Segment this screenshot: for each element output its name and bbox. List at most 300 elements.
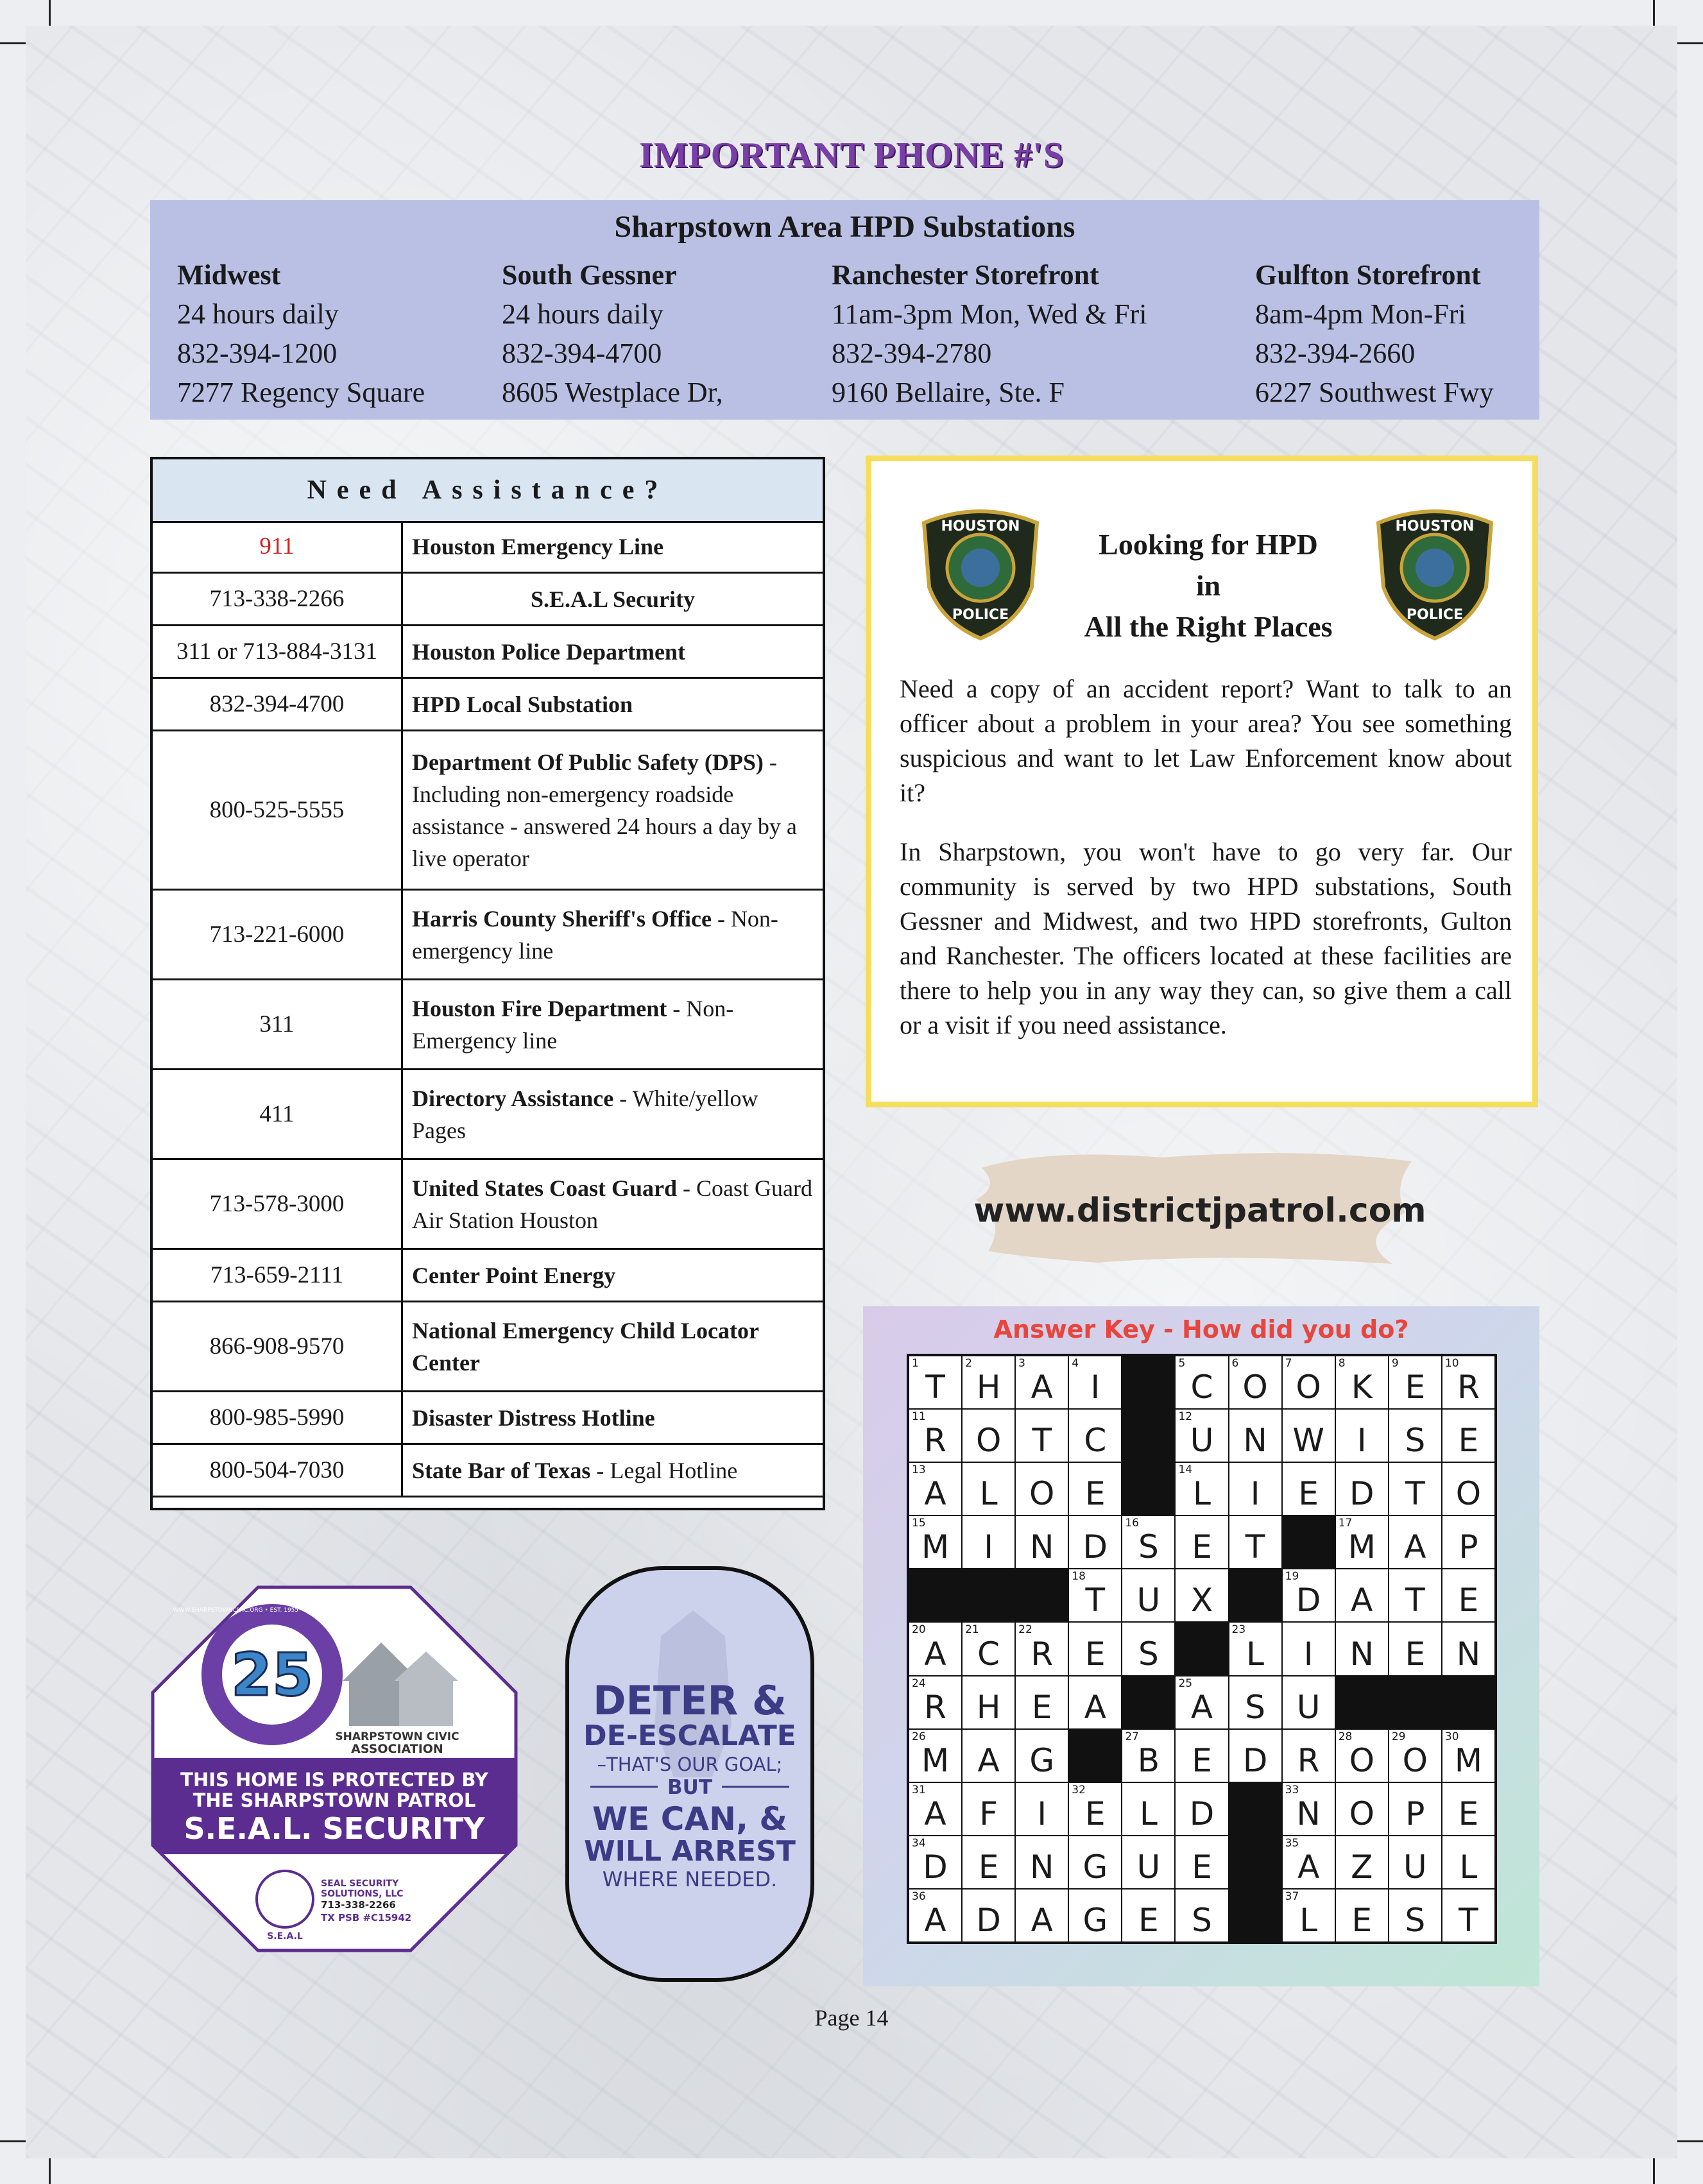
crossword-letter: C bbox=[1084, 1422, 1107, 1460]
substation-name: Ranchester Storefront bbox=[832, 259, 1099, 291]
crossword-cell bbox=[1283, 1463, 1335, 1515]
crossword-letter: U bbox=[1190, 1422, 1214, 1460]
crossword-letter: O bbox=[1402, 1741, 1428, 1779]
crossword-cell bbox=[1016, 1890, 1068, 1941]
crossword-letter: R bbox=[1457, 1369, 1480, 1406]
crossword-letter: T bbox=[1245, 1528, 1265, 1566]
crossword-letter: F bbox=[979, 1795, 998, 1832]
assistance-description bbox=[412, 891, 814, 978]
crossword-cell bbox=[1442, 1890, 1494, 1941]
substation-address: 8605 Westplace Dr, bbox=[502, 377, 723, 408]
crossword-block bbox=[1442, 1676, 1494, 1728]
hpd-paragraph: In Sharpstown, you won't have to go very far. Our community is served by two HPD substations, South Gessner and Midwest, and two HPD storefronts, Gulton and Ranchester. The officers located at these facilities are there to help you in any way they can, so give them a call or a visit if you need assistance. bbox=[900, 837, 1512, 1039]
crossword-letter: L bbox=[979, 1475, 998, 1513]
crossword-letter: S bbox=[1138, 1528, 1159, 1566]
assistance-note: - White/yellow Pages bbox=[412, 1085, 758, 1143]
crossword-cell bbox=[1122, 1836, 1174, 1888]
crossword-cell bbox=[1389, 1623, 1441, 1675]
civic-org-line1: SHARPSTOWN CIVIC bbox=[335, 1730, 459, 1743]
crossword-block bbox=[1122, 1356, 1174, 1408]
assistance-row bbox=[153, 1302, 823, 1392]
crossword-cell bbox=[1176, 1463, 1228, 1515]
assistance-number: 800-504-7030 bbox=[153, 1445, 403, 1496]
crossword-cell bbox=[1442, 1410, 1494, 1462]
crossword-cell bbox=[1389, 1836, 1441, 1888]
crossword-letter: M bbox=[1454, 1741, 1483, 1779]
crossword-letter: T bbox=[1032, 1422, 1052, 1460]
crossword-letter: A bbox=[924, 1795, 946, 1832]
crossword-clue-number: 17 bbox=[1338, 1517, 1353, 1530]
crossword-letter: M bbox=[921, 1528, 950, 1566]
substation-address: 9160 Bellaire, Ste. F bbox=[832, 377, 1065, 408]
assistance-description bbox=[412, 574, 814, 624]
crossword-letter: S bbox=[1405, 1902, 1426, 1939]
crossword-cell bbox=[1336, 1356, 1388, 1408]
crossword-cell bbox=[1122, 1516, 1174, 1568]
crossword-letter: S bbox=[1245, 1688, 1265, 1726]
crossword-cell bbox=[1176, 1836, 1228, 1888]
crossword-cell bbox=[963, 1676, 1014, 1728]
crossword-cell bbox=[1229, 1516, 1281, 1568]
crossword-cell bbox=[1336, 1730, 1388, 1782]
badge-top-text: HOUSTON bbox=[941, 518, 1020, 534]
crossword-letter: A bbox=[1297, 1848, 1320, 1886]
crossword-cell bbox=[1389, 1410, 1441, 1462]
crossword-clue-number: 34 bbox=[912, 1836, 926, 1850]
crossword-clue-number: 26 bbox=[912, 1730, 926, 1743]
assistance-row bbox=[153, 731, 823, 891]
substations-panel bbox=[150, 200, 1539, 420]
crossword-letter: I bbox=[1250, 1475, 1260, 1513]
assistance-note: - Coast Guard Air Station Houston bbox=[412, 1175, 812, 1233]
crossword-letter: N bbox=[1243, 1422, 1267, 1460]
crossword-clue-number: 16 bbox=[1125, 1517, 1139, 1530]
crossword-letter: D bbox=[1296, 1582, 1321, 1619]
crossword-cell bbox=[963, 1516, 1014, 1568]
assistance-description bbox=[412, 1160, 814, 1248]
crossword-cell bbox=[1283, 1623, 1335, 1675]
crossword-cell bbox=[1442, 1783, 1494, 1835]
crop-mark bbox=[1653, 0, 1655, 26]
crossword-block bbox=[1069, 1730, 1121, 1782]
crossword-letter: T bbox=[1459, 1902, 1478, 1939]
assistance-note: - Non-Emergency line bbox=[412, 995, 734, 1054]
crossword-clue-number: 5 bbox=[1178, 1357, 1186, 1370]
crossword-cell bbox=[1442, 1836, 1494, 1888]
crop-mark bbox=[1653, 2158, 1655, 2184]
crossword-cell bbox=[963, 1463, 1014, 1515]
assistance-row bbox=[153, 1250, 823, 1302]
assistance-name: HPD Local Substation bbox=[412, 691, 633, 717]
page-title: IMPORTANT PHONE #'S bbox=[638, 135, 1065, 175]
assistance-number: 311 bbox=[153, 980, 403, 1068]
assistance-table bbox=[150, 457, 825, 1510]
assistance-name: Department Of Public Safety (DPS) bbox=[412, 749, 764, 775]
assistance-description bbox=[412, 1250, 814, 1301]
crossword-cell bbox=[909, 1783, 961, 1835]
badge-bottom-text: POLICE bbox=[1406, 607, 1464, 623]
crossword-letter: D bbox=[976, 1902, 1001, 1939]
crossword-letter: O bbox=[975, 1422, 1002, 1460]
crossword-clue-number: 4 bbox=[1072, 1357, 1079, 1370]
crossword-cell bbox=[1389, 1463, 1441, 1515]
crossword-cell bbox=[1283, 1569, 1335, 1621]
assistance-note: - Legal Hotline bbox=[590, 1457, 738, 1483]
assistance-description bbox=[412, 521, 814, 572]
crossword-cell bbox=[1336, 1410, 1388, 1462]
crossword-clue-number: 8 bbox=[1338, 1357, 1346, 1370]
assistance-number: 800-985-5990 bbox=[153, 1392, 403, 1443]
crossword-cell bbox=[1283, 1783, 1335, 1835]
crossword-cell bbox=[909, 1463, 961, 1515]
assistance-number: 411 bbox=[153, 1070, 403, 1158]
crossword-cell bbox=[963, 1836, 1014, 1888]
substation-address: 6227 Southwest Fwy bbox=[1255, 377, 1494, 408]
deter-line4: BUT bbox=[667, 1776, 712, 1799]
crossword-clue-number: 19 bbox=[1285, 1570, 1299, 1583]
badge-top-text: HOUSTON bbox=[1395, 518, 1475, 534]
crossword-letter: G bbox=[1083, 1848, 1108, 1886]
crossword-letter: C bbox=[1190, 1369, 1213, 1406]
crossword-clue-number: 35 bbox=[1285, 1836, 1299, 1850]
crossword-cell bbox=[1069, 1890, 1121, 1941]
assistance-description bbox=[412, 1302, 814, 1390]
crossword-block bbox=[1283, 1516, 1335, 1568]
crossword-cell bbox=[1229, 1356, 1281, 1408]
crossword-cell bbox=[909, 1516, 961, 1568]
substation-phone: 832-394-1200 bbox=[177, 337, 338, 369]
crossword-letter: H bbox=[976, 1369, 1001, 1406]
assistance-number: 713-338-2266 bbox=[153, 574, 403, 624]
substation-column bbox=[177, 255, 425, 412]
crossword-letter: E bbox=[1405, 1369, 1426, 1406]
crossword-block bbox=[1389, 1676, 1441, 1728]
crossword-cell bbox=[1336, 1890, 1388, 1941]
anniversary-number: 25 bbox=[230, 1641, 314, 1709]
crossword-letter: B bbox=[1137, 1741, 1160, 1779]
crossword-clue-number: 12 bbox=[1178, 1410, 1193, 1424]
crossword-cell bbox=[1016, 1730, 1068, 1782]
crossword-clue-number: 22 bbox=[1018, 1623, 1032, 1637]
crossword-cell bbox=[1016, 1463, 1068, 1515]
crossword-panel bbox=[863, 1306, 1539, 1986]
crossword-block bbox=[1016, 1569, 1068, 1621]
crossword-grid bbox=[907, 1354, 1497, 1944]
crossword-cell bbox=[1336, 1623, 1388, 1675]
assistance-description bbox=[412, 980, 814, 1068]
substation-hours: 11am-3pm Mon, Wed & Fri bbox=[832, 298, 1147, 330]
crop-mark bbox=[1677, 42, 1703, 44]
assistance-name: Houston Fire Department bbox=[412, 995, 667, 1021]
crossword-letter: A bbox=[924, 1475, 946, 1513]
crossword-cell bbox=[909, 1890, 961, 1941]
assistance-row bbox=[153, 891, 823, 980]
crossword-letter: E bbox=[1192, 1848, 1212, 1886]
assistance-row bbox=[153, 679, 823, 731]
substation-hours: 24 hours daily bbox=[177, 298, 339, 330]
hpd-info-box bbox=[866, 456, 1538, 1107]
crossword-letter: H bbox=[976, 1688, 1001, 1726]
substation-column bbox=[502, 255, 723, 412]
crossword-letter: K bbox=[1351, 1369, 1373, 1406]
crossword-cell bbox=[1336, 1463, 1388, 1515]
crossword-letter: U bbox=[1136, 1848, 1161, 1886]
crossword-block bbox=[1122, 1463, 1174, 1515]
crossword-letter: E bbox=[1405, 1635, 1426, 1673]
hpd-title-line: Looking for HPD bbox=[1099, 528, 1318, 561]
crossword-letter: L bbox=[1246, 1635, 1264, 1673]
assistance-row bbox=[153, 521, 823, 574]
assistance-name: Directory Assistance bbox=[412, 1085, 614, 1111]
crossword-block bbox=[963, 1569, 1014, 1621]
seal-logo-text: S.E.A.L bbox=[267, 1931, 303, 1941]
crossword-cell bbox=[1176, 1676, 1228, 1728]
crossword-cell bbox=[1176, 1410, 1228, 1462]
crossword-letter: N bbox=[1349, 1635, 1374, 1673]
crossword-letter: W bbox=[1292, 1422, 1324, 1460]
crossword-letter: D bbox=[1083, 1528, 1108, 1566]
deter-line2: DE-ESCALATE bbox=[583, 1719, 796, 1752]
crossword-letter: A bbox=[1031, 1902, 1053, 1939]
crossword-cell bbox=[963, 1623, 1014, 1675]
crossword-cell bbox=[1229, 1623, 1281, 1675]
crossword-cell bbox=[1389, 1516, 1441, 1568]
crossword-block bbox=[1229, 1783, 1281, 1835]
crossword-cell bbox=[1122, 1890, 1174, 1941]
crossword-clue-number: 14 bbox=[1178, 1463, 1193, 1477]
crossword-cell bbox=[1283, 1676, 1335, 1728]
crossword-clue-number: 20 bbox=[912, 1623, 926, 1637]
crossword-letter: S bbox=[1138, 1635, 1159, 1673]
crossword-cell bbox=[909, 1730, 961, 1782]
badge-bottom-text: POLICE bbox=[952, 607, 1009, 623]
assistance-row bbox=[153, 1392, 823, 1445]
assistance-row bbox=[153, 574, 823, 626]
crossword-letter: D bbox=[1349, 1475, 1374, 1513]
deter-line1: DETER & bbox=[593, 1677, 787, 1724]
crossword-letter: L bbox=[1299, 1902, 1318, 1939]
crossword-letter: E bbox=[978, 1848, 999, 1886]
hpd-title-line: in bbox=[1195, 569, 1221, 602]
crossword-cell bbox=[1176, 1730, 1228, 1782]
website-link[interactable]: www.districtjpatrol.com bbox=[973, 1191, 1426, 1230]
assistance-name: Center Point Energy bbox=[412, 1262, 616, 1288]
sticker-ring-text: WWW.SHARPSTOWNCIVIC.ORG • EST. 1955 • DUES PAYING MEMBER bbox=[173, 1607, 372, 1614]
crossword-letter: U bbox=[1403, 1848, 1427, 1886]
assistance-heading: Need Assistance? bbox=[153, 459, 823, 523]
crossword-clue-number: 21 bbox=[965, 1623, 979, 1637]
crossword-cell bbox=[963, 1356, 1014, 1408]
crossword-clue-number: 36 bbox=[912, 1890, 926, 1903]
civic-org-line2: ASSOCIATION bbox=[351, 1742, 443, 1756]
crossword-letter: E bbox=[1192, 1528, 1212, 1566]
crossword-letter: M bbox=[1348, 1528, 1376, 1566]
crossword-letter: G bbox=[1083, 1902, 1108, 1939]
substation-phone: 832-394-4700 bbox=[502, 337, 662, 369]
deter-line6: WILL ARREST bbox=[584, 1835, 796, 1868]
deter-escalate-sign bbox=[565, 1565, 815, 1983]
crop-mark bbox=[0, 42, 26, 44]
seal-security-sticker bbox=[150, 1585, 518, 1953]
assistance-name: Disaster Distress Hotline bbox=[412, 1404, 655, 1431]
crossword-letter: E bbox=[1085, 1635, 1106, 1673]
crossword-letter: A bbox=[924, 1635, 946, 1673]
crossword-clue-number: 3 bbox=[1018, 1357, 1025, 1370]
crossword-letter: Z bbox=[1351, 1848, 1373, 1886]
substation-hours: 24 hours daily bbox=[502, 298, 663, 330]
crossword-cell bbox=[963, 1730, 1014, 1782]
crossword-block bbox=[1229, 1569, 1281, 1621]
crossword-letter: O bbox=[1029, 1475, 1055, 1513]
crossword-cell bbox=[909, 1676, 961, 1728]
crop-mark bbox=[49, 0, 51, 26]
crossword-letter: D bbox=[1242, 1741, 1268, 1779]
crossword-clue-number: 30 bbox=[1444, 1730, 1459, 1743]
crossword-cell bbox=[1336, 1783, 1388, 1835]
crossword-letter: A bbox=[1190, 1688, 1213, 1726]
crossword-letter: E bbox=[1031, 1688, 1052, 1726]
deter-line7: WHERE NEEDED. bbox=[602, 1867, 778, 1891]
crossword-cell bbox=[1176, 1783, 1228, 1835]
assistance-number: 311 or 713-884-3131 bbox=[153, 626, 403, 677]
crossword-clue-number: 31 bbox=[912, 1783, 926, 1796]
substation-name: South Gessner bbox=[502, 259, 677, 291]
crossword-cell bbox=[1069, 1410, 1121, 1462]
assistance-description bbox=[412, 731, 814, 889]
crossword-cell bbox=[1283, 1890, 1335, 1941]
assistance-description bbox=[412, 1445, 814, 1496]
assistance-number: 866-908-9570 bbox=[153, 1302, 403, 1390]
crossword-cell bbox=[1229, 1463, 1281, 1515]
crossword-clue-number: 2 bbox=[965, 1357, 972, 1370]
crossword-letter: I bbox=[1303, 1635, 1314, 1673]
crossword-cell bbox=[1176, 1356, 1228, 1408]
crossword-letter: P bbox=[1405, 1795, 1425, 1832]
assistance-row bbox=[153, 1160, 823, 1250]
crossword-letter: R bbox=[1297, 1741, 1320, 1779]
crossword-letter: U bbox=[1296, 1688, 1321, 1726]
crossword-letter: A bbox=[924, 1902, 946, 1939]
assistance-name: National Emergency Child Locator Center bbox=[412, 1317, 759, 1376]
crossword-letter: L bbox=[1139, 1795, 1158, 1832]
assistance-name: Houston Emergency Line bbox=[412, 533, 663, 559]
crossword-cell bbox=[1442, 1730, 1494, 1782]
crossword-clue-number: 24 bbox=[912, 1676, 926, 1690]
assistance-number: 713-659-2111 bbox=[153, 1250, 403, 1301]
assistance-name: State Bar of Texas bbox=[412, 1457, 591, 1483]
crossword-clue-number: 15 bbox=[912, 1517, 926, 1530]
assistance-description bbox=[412, 1392, 814, 1443]
crossword-clue-number: 18 bbox=[1072, 1570, 1086, 1583]
substation-column bbox=[1255, 255, 1494, 412]
police-badge-icon bbox=[916, 504, 1045, 641]
crossword-cell bbox=[1016, 1623, 1068, 1675]
crop-mark bbox=[49, 2158, 51, 2184]
crossword-letter: P bbox=[1459, 1528, 1478, 1566]
crossword-letter: A bbox=[1084, 1688, 1106, 1726]
crossword-letter: E bbox=[1085, 1795, 1106, 1832]
crossword-cell bbox=[1069, 1836, 1121, 1888]
deter-line3: –THAT'S OUR GOAL; bbox=[597, 1753, 783, 1775]
crossword-cell bbox=[1283, 1730, 1335, 1782]
crossword-cell bbox=[1229, 1410, 1281, 1462]
crossword-cell bbox=[1016, 1836, 1068, 1888]
crossword-letter: L bbox=[1193, 1475, 1211, 1513]
crossword-letter: E bbox=[1085, 1475, 1106, 1513]
assistance-name: S.E.A.L Security bbox=[530, 586, 696, 612]
crossword-cell bbox=[1336, 1836, 1388, 1888]
crossword-cell bbox=[1069, 1783, 1121, 1835]
crossword-cell bbox=[1016, 1410, 1068, 1462]
crossword-letter: N bbox=[1030, 1528, 1054, 1566]
crossword-clue-number: 13 bbox=[912, 1463, 926, 1477]
crossword-cell bbox=[909, 1356, 961, 1408]
crossword-letter: T bbox=[925, 1369, 945, 1406]
crossword-clue-number: 6 bbox=[1231, 1357, 1239, 1370]
substation-phone: 832-394-2780 bbox=[832, 337, 992, 369]
crossword-letter: E bbox=[1192, 1741, 1212, 1779]
crossword-letter: I bbox=[1090, 1369, 1100, 1406]
crossword-letter: T bbox=[1405, 1582, 1425, 1619]
crossword-block bbox=[1176, 1623, 1228, 1675]
crossword-cell bbox=[1122, 1623, 1174, 1675]
assistance-number: 713-578-3000 bbox=[153, 1160, 403, 1248]
crossword-letter: E bbox=[1298, 1475, 1319, 1513]
crossword-letter: E bbox=[1458, 1582, 1479, 1619]
crossword-letter: A bbox=[1031, 1369, 1053, 1406]
crossword-cell bbox=[1442, 1463, 1494, 1515]
crossword-letter: N bbox=[1456, 1635, 1481, 1673]
hpd-paragraph: Need a copy of an accident report? Want to talk to an officer about a problem in your area? You see something suspicious and want to let Law Enforcement know about it? bbox=[900, 674, 1512, 807]
crossword-cell bbox=[1069, 1676, 1121, 1728]
crossword-cell bbox=[1389, 1890, 1441, 1941]
crossword-letter: D bbox=[1189, 1795, 1215, 1832]
crossword-cell bbox=[1229, 1730, 1281, 1782]
crossword-clue-number: 1 bbox=[912, 1357, 919, 1370]
crossword-letter: A bbox=[977, 1741, 1000, 1779]
hpd-box-title bbox=[1064, 524, 1353, 647]
crossword-cell bbox=[1442, 1356, 1494, 1408]
crossword-cell bbox=[963, 1783, 1014, 1835]
crossword-clue-number: 9 bbox=[1391, 1357, 1399, 1370]
crossword-cell bbox=[1016, 1516, 1068, 1568]
crossword-letter: O bbox=[1349, 1795, 1374, 1832]
crossword-cell bbox=[1016, 1783, 1068, 1835]
crossword-cell bbox=[909, 1836, 961, 1888]
crossword-clue-number: 33 bbox=[1285, 1783, 1299, 1796]
crossword-clue-number: 11 bbox=[912, 1410, 926, 1424]
crossword-letter: G bbox=[1029, 1741, 1055, 1779]
crossword-cell bbox=[1122, 1569, 1174, 1621]
crossword-block bbox=[1229, 1890, 1281, 1941]
crossword-letter: T bbox=[1405, 1475, 1425, 1513]
crossword-letter: R bbox=[1031, 1635, 1054, 1673]
crossword-clue-number: 23 bbox=[1231, 1623, 1246, 1637]
crossword-cell bbox=[963, 1890, 1014, 1941]
company-line2: SOLUTIONS, LLC bbox=[321, 1889, 404, 1899]
banner-line3: S.E.A.L. SECURITY bbox=[184, 1811, 485, 1846]
crossword-cell bbox=[1122, 1783, 1174, 1835]
assistance-name: Harris County Sheriff's Office bbox=[412, 905, 712, 932]
crossword-cell bbox=[909, 1410, 961, 1462]
crossword-cell bbox=[1069, 1356, 1121, 1408]
crossword-clue-number: 25 bbox=[1178, 1676, 1193, 1690]
crossword-letter: D bbox=[923, 1848, 948, 1886]
crossword-title: Answer Key - How did you do? bbox=[993, 1315, 1409, 1344]
assistance-name: Houston Police Department bbox=[412, 638, 685, 665]
crossword-cell bbox=[909, 1623, 961, 1675]
assistance-row bbox=[153, 1445, 823, 1497]
